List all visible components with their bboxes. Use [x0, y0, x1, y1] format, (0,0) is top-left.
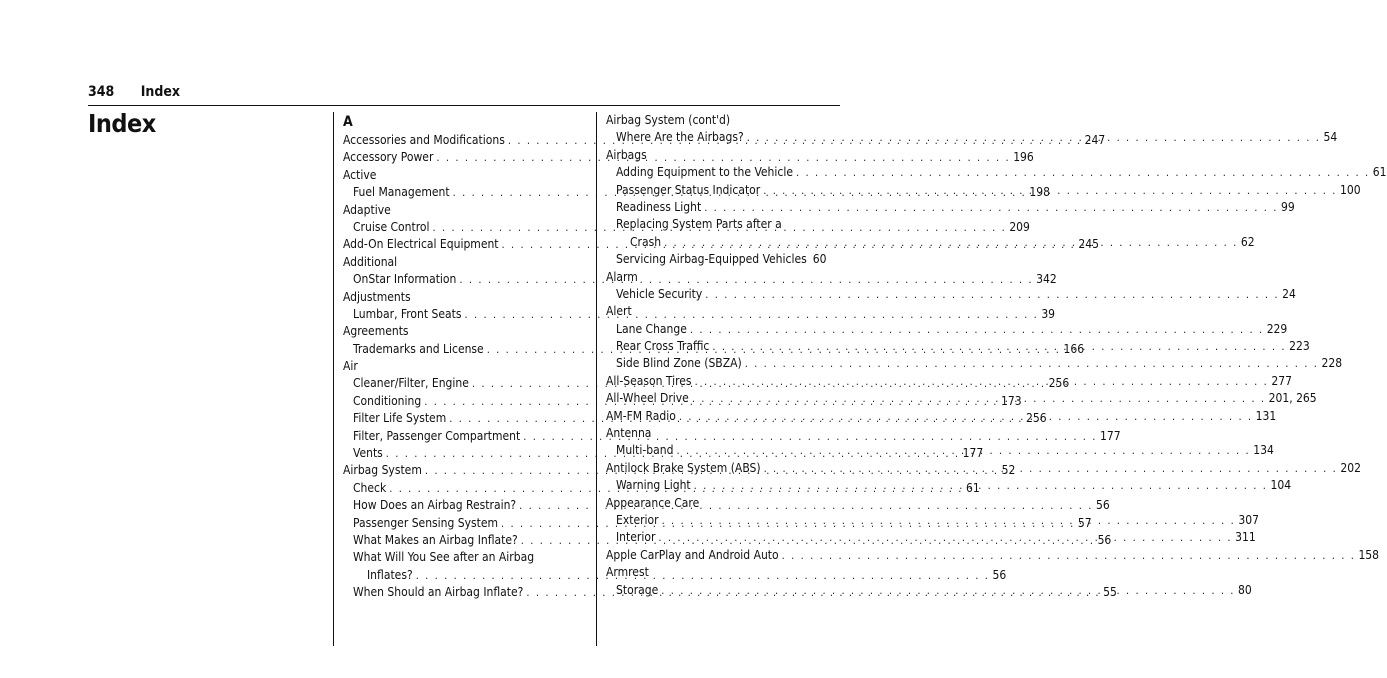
dot-leader [695, 373, 1269, 390]
page-reference: 39 [1041, 306, 1056, 321]
index-term: Alert [606, 304, 632, 319]
index-term: Rear Cross Traffic [616, 339, 710, 354]
index-term: Accessory Power [343, 150, 434, 165]
page-reference: 177 [962, 446, 984, 461]
index-term: Fuel Management [353, 185, 450, 200]
page-reference: 56 [1097, 532, 1112, 547]
index-term: Conditioning [353, 393, 422, 408]
index-term: Exterior [616, 512, 659, 527]
page-number: 348 [88, 84, 115, 100]
dot-leader [694, 477, 1268, 494]
index-term: Filter Life System [353, 411, 447, 426]
index-term: How Does an Airbag Restrain? [353, 498, 517, 513]
page-reference: 198 [1029, 185, 1051, 200]
index-term: Crash [630, 234, 662, 249]
index-term: Armrest [606, 565, 649, 580]
page-reference: 54 [1323, 130, 1338, 145]
index-letter-heading: A [343, 114, 353, 130]
page-reference: 100 [1340, 182, 1361, 197]
page-reference: 228 [1321, 356, 1343, 371]
index-term: Check [353, 480, 387, 495]
page-reference: 56 [992, 567, 1007, 582]
index-entry [343, 549, 561, 566]
index-term: When Should an Airbag Inflate? [353, 585, 524, 600]
page-reference: 104 [1270, 478, 1292, 493]
dot-leader [661, 582, 1235, 599]
dot-leader [662, 512, 1236, 529]
index-entry [343, 254, 561, 271]
index-entry [606, 425, 824, 442]
page-reference: 57 [1077, 515, 1092, 530]
index-term: Interior [616, 530, 656, 545]
page-reference: 209 [1009, 219, 1030, 234]
index-term: Agreements [343, 324, 409, 339]
index-term: Passenger Status Indicator [616, 182, 761, 197]
index-term: Additional [343, 254, 398, 269]
index-term: Appearance Care [606, 495, 700, 510]
page-reference: 277 [1271, 373, 1292, 388]
page-reference: 256 [1026, 411, 1047, 426]
index-term: Trademarks and License [353, 341, 484, 356]
index-entry [343, 323, 561, 340]
page-reference: 24 [1282, 286, 1296, 301]
page-reference: 177 [1100, 428, 1121, 443]
index-entry [606, 355, 1343, 372]
index-entry [343, 358, 561, 375]
page-reference: 166 [1063, 341, 1085, 356]
index-term: All-Season Tires [606, 373, 692, 388]
index-term: Vents [353, 446, 383, 461]
index-term: Side Blind Zone (SBZA) [616, 356, 742, 371]
dot-leader [692, 390, 1266, 407]
page-reference: 247 [1084, 133, 1106, 147]
page-reference: 245 [1078, 237, 1099, 252]
page-reference: 256 [1048, 376, 1070, 391]
index-entry [606, 112, 824, 129]
dot-leader [763, 182, 1337, 199]
index-term: Multi-band [616, 443, 674, 458]
page-reference: 134 [1253, 443, 1274, 458]
index-term: Lumbar, Front Seats [353, 306, 462, 321]
index-entry [606, 564, 824, 581]
index-term: Add-On Electrical Equipment [343, 237, 499, 252]
index-term: Adjustments [343, 289, 411, 304]
page-reference: 342 [1036, 272, 1057, 287]
index-term: Adding Equipment to the Vehicle [616, 165, 793, 180]
index-term: Warning Light [616, 478, 691, 493]
index-term: What Makes an Airbag Inflate? [353, 532, 518, 547]
index-entry [606, 251, 827, 268]
dot-leader [712, 338, 1286, 355]
dot-leader [664, 234, 1238, 251]
page-reference: 60 [812, 252, 827, 267]
page-reference: 52 [1001, 463, 1016, 478]
index-title: Index [88, 109, 156, 138]
page-reference: 202 [1340, 460, 1361, 475]
page-reference: 62 [1240, 234, 1255, 249]
dot-leader [679, 408, 1253, 425]
page-reference: 158 [1358, 547, 1380, 562]
column-divider-left [333, 112, 334, 646]
index-term: Where Are the Airbags? [616, 130, 744, 145]
page-reference: 223 [1289, 339, 1310, 354]
page-reference: 99 [1280, 199, 1295, 214]
index-term: Antenna [606, 426, 652, 441]
page-reference: 201, 265 [1268, 391, 1317, 406]
index-term: Apple CarPlay and Android Auto [606, 547, 779, 562]
index-term: AM-FM Radio [606, 408, 676, 423]
dot-leader [704, 199, 1278, 216]
dot-leader [676, 442, 1250, 459]
page-reference: 61 [966, 480, 980, 495]
dot-leader [690, 321, 1264, 338]
index-term: Airbag System (cont'd) [606, 113, 731, 127]
page-reference: 196 [1013, 150, 1034, 165]
index-entry [606, 303, 824, 320]
page-reference: 173 [1001, 393, 1022, 408]
index-term: Cruise Control [353, 219, 430, 234]
dot-leader [705, 286, 1279, 303]
dot-leader [782, 547, 1356, 564]
index-term: Inflates? [367, 567, 413, 582]
column-divider-right [596, 112, 597, 646]
index-term: OnStar Information [353, 272, 457, 287]
header-rule [88, 105, 840, 106]
index-term: Storage [616, 582, 659, 597]
index-term: Servicing Airbag-Equipped Vehicles [616, 252, 807, 267]
page-reference: 229 [1266, 321, 1288, 336]
index-entry [606, 547, 1380, 564]
index-term: Lane Change [616, 321, 687, 336]
page-reference: 80 [1238, 582, 1252, 597]
page-reference: 131 [1255, 408, 1277, 423]
page-reference: 61 [1372, 165, 1387, 180]
index-entry [606, 164, 1387, 181]
index-term: Alarm [606, 269, 638, 284]
index-entry [343, 167, 561, 184]
page-reference: 56 [1095, 498, 1110, 513]
index-term: Replacing System Parts after a [616, 217, 782, 232]
page-reference: 55 [1103, 585, 1117, 600]
index-term: Cleaner/Filter, Engine [353, 376, 469, 391]
index-term: All-Wheel Drive [606, 391, 689, 406]
page-header [88, 84, 180, 100]
index-term: Airbags [606, 147, 647, 162]
index-entry [343, 202, 561, 219]
index-term: Passenger Sensing System [353, 515, 499, 530]
index-entry [606, 269, 824, 286]
index-term: Accessories and Modifications [343, 133, 505, 147]
index-entry [606, 199, 1295, 216]
index-entry [606, 286, 1296, 303]
dot-leader [747, 129, 1321, 146]
index-entry [606, 321, 1288, 338]
running-head: Index [140, 84, 181, 100]
index-term: Antilock Brake System (ABS) [606, 460, 761, 475]
index-entry [606, 495, 824, 512]
index-term: Airbag System [343, 463, 422, 478]
index-term: Readiness Light [616, 199, 702, 214]
page-reference: 307 [1238, 512, 1259, 527]
index-entry [343, 289, 561, 306]
index-term: Vehicle Security [616, 286, 703, 301]
page-reference: 311 [1235, 530, 1256, 545]
index-term: What Will You See after an Airbag [353, 550, 535, 565]
index-entry [606, 147, 824, 164]
index-term: Air [343, 359, 358, 374]
index-entry [606, 216, 824, 233]
dot-leader [745, 355, 1319, 372]
index-term: Filter, Passenger Compartment [353, 428, 521, 443]
index-term: Active [343, 167, 377, 182]
index-term: Adaptive [343, 202, 391, 217]
dot-leader [658, 529, 1232, 546]
dot-leader [764, 460, 1338, 477]
dot-leader [796, 164, 1370, 181]
